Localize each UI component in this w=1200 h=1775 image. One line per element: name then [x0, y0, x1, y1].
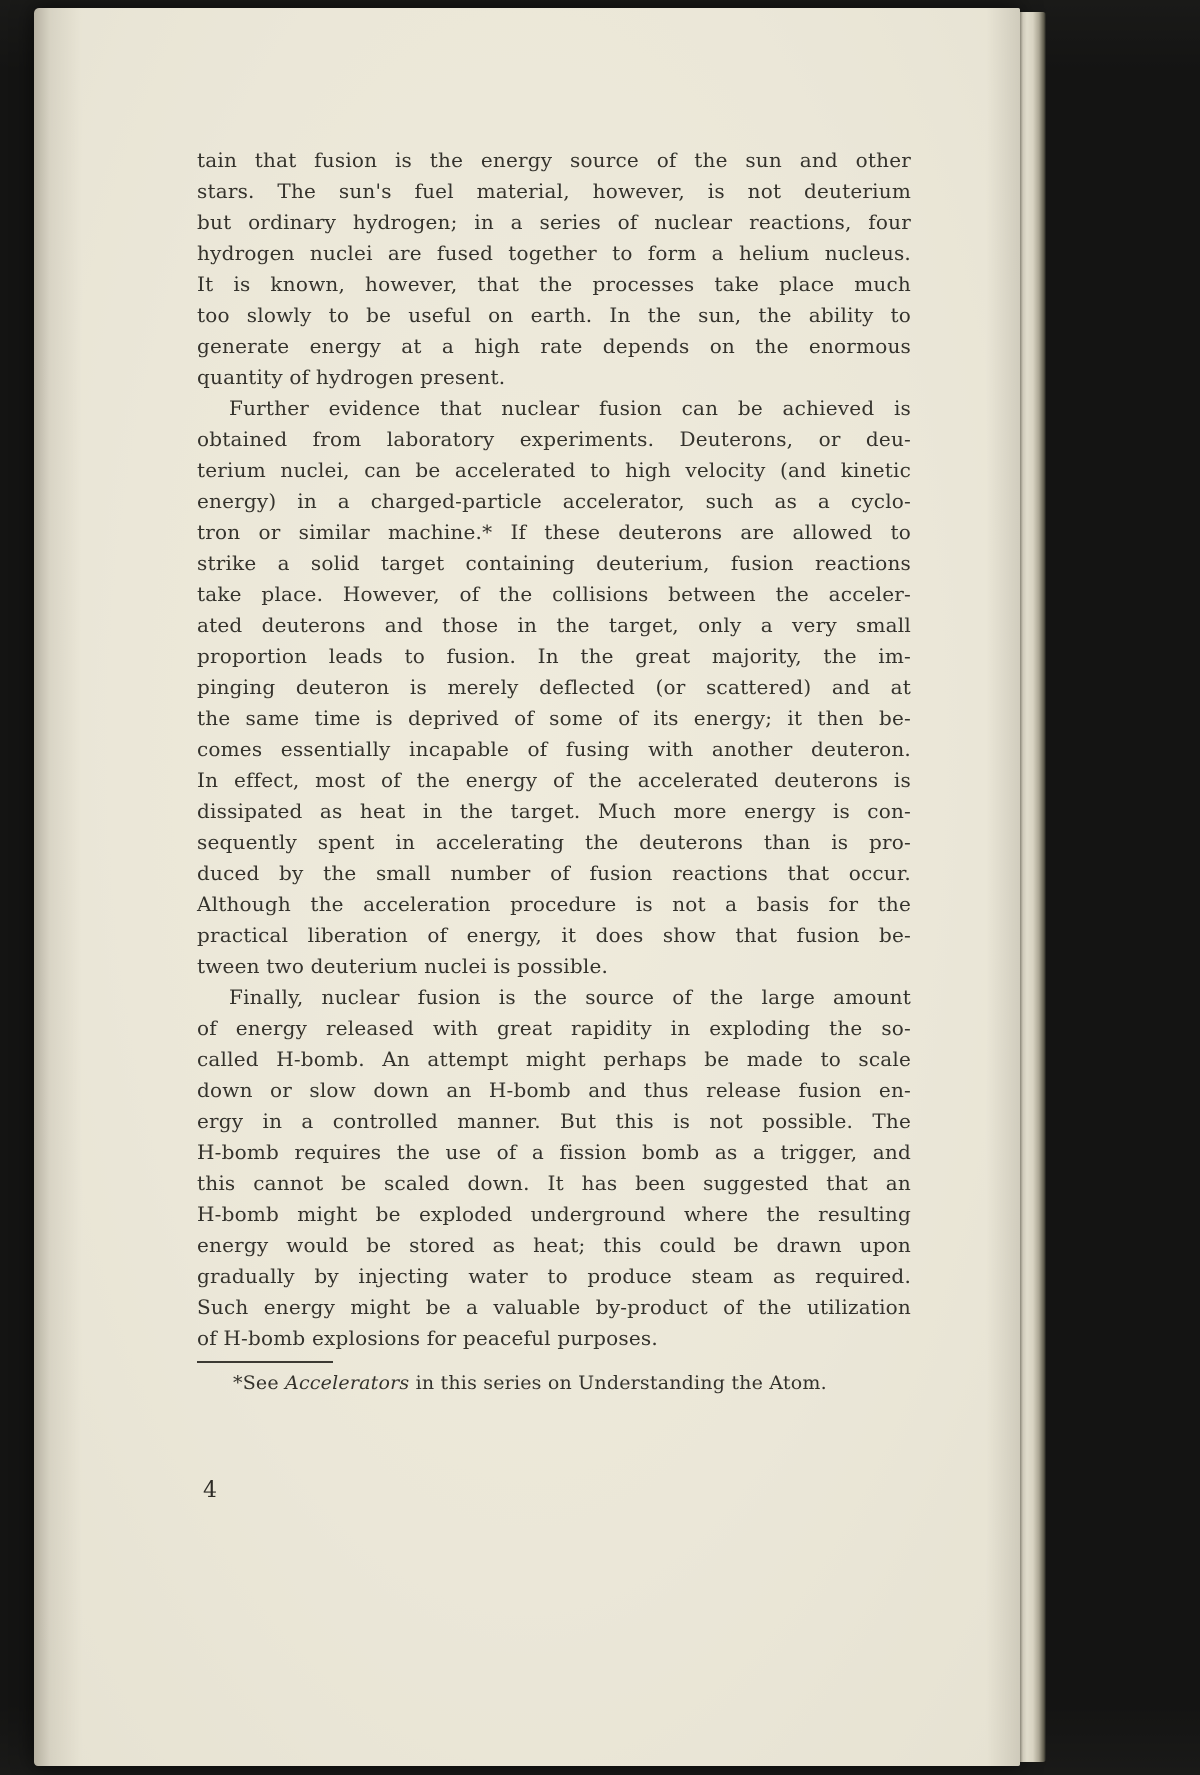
- text-line: energy) in a charged-particle accelerator, such as a cyclo-: [197, 489, 911, 513]
- text-line: of energy released with great rapidity in exploding the so-: [197, 1016, 911, 1040]
- text-line: ergy in a controlled manner. But this is not possible. The: [197, 1109, 911, 1133]
- text-line: ated deuterons and those in the target, only a very small: [197, 613, 911, 637]
- paragraph: [197, 393, 911, 982]
- text-line: strike a solid target containing deuterium, fusion reactions: [197, 551, 911, 575]
- text-line: tween two deuterium nuclei is possible.: [197, 954, 609, 978]
- text-line: the same time is deprived of some of its energy; it then be-: [197, 706, 911, 730]
- text-line: down or slow down an H-bomb and thus release fusion en-: [197, 1078, 911, 1102]
- footnote-series-title: Accelerators: [285, 1372, 410, 1394]
- book-page: [34, 8, 1020, 1766]
- paragraphs-container: [197, 145, 911, 1354]
- text-line: comes essentially incapable of fusing with another deuteron.: [197, 737, 911, 761]
- text-line: take place. However, of the collisions between the acceler-: [197, 582, 911, 606]
- adjacent-page-edge: [1020, 12, 1046, 1762]
- text-line: of H-bomb explosions for peaceful purposes.: [197, 1326, 658, 1350]
- paragraph: [197, 145, 911, 393]
- text-line: hydrogen nuclei are fused together to form a helium nucleus.: [197, 241, 911, 265]
- text-line: sequently spent in accelerating the deuterons than is pro-: [197, 830, 911, 854]
- text-line: H-bomb might be exploded underground where the resulting: [197, 1202, 911, 1226]
- text-line: generate energy at a high rate depends on the enormous: [197, 334, 911, 358]
- text-line: this cannot be scaled down. It has been suggested that an: [197, 1171, 911, 1195]
- text-line: Finally, nuclear fusion is the source of the large amount: [229, 985, 911, 1009]
- text-line: terium nuclei, can be accelerated to high velocity (and kinetic: [197, 458, 911, 482]
- text-line: H-bomb requires the use of a fission bomb as a trigger, and: [197, 1140, 911, 1164]
- text-line: too slowly to be useful on earth. In the sun, the ability to: [197, 303, 911, 327]
- footnote: [197, 1370, 911, 1396]
- text-line: In effect, most of the energy of the accelerated deuterons is: [197, 768, 911, 792]
- text-line: but ordinary hydrogen; in a series of nuclear reactions, four: [197, 210, 911, 234]
- text-line: called H-bomb. An attempt might perhaps be made to scale: [197, 1047, 911, 1071]
- text-line: stars. The sun's fuel material, however, is not deuterium: [197, 179, 911, 203]
- footnote-marker-text: *See: [233, 1372, 286, 1394]
- text-line: obtained from laboratory experiments. Deuterons, or deu-: [197, 427, 911, 451]
- text-line: gradually by injecting water to produce steam as required.: [197, 1264, 911, 1288]
- text-line: proportion leads to fusion. In the great majority, the im-: [197, 644, 911, 668]
- text-line: tain that fusion is the energy source of the sun and other: [197, 148, 911, 172]
- footnote-suffix-text: in this series on Understanding the Atom.: [409, 1372, 827, 1394]
- text-line: quantity of hydrogen present.: [197, 365, 506, 389]
- page-number: 4: [203, 1478, 217, 1503]
- text-line: tron or similar machine.* If these deuterons are allowed to: [197, 520, 911, 544]
- footnote-rule: [197, 1361, 333, 1363]
- text-line: energy would be stored as heat; this could be drawn upon: [197, 1233, 911, 1257]
- page-text-block: [197, 145, 911, 1396]
- text-line: Such energy might be a valuable by-product of the utilization: [197, 1295, 911, 1319]
- paragraph: [197, 982, 911, 1354]
- text-line: pinging deuteron is merely deflected (or scattered) and at: [197, 675, 911, 699]
- text-line: It is known, however, that the processes take place much: [197, 272, 911, 296]
- text-line: duced by the small number of fusion reactions that occur.: [197, 861, 911, 885]
- text-line: dissipated as heat in the target. Much more energy is con-: [197, 799, 911, 823]
- text-line: Although the acceleration procedure is not a basis for the: [197, 892, 911, 916]
- text-line: practical liberation of energy, it does show that fusion be-: [197, 923, 911, 947]
- text-line: Further evidence that nuclear fusion can be achieved is: [229, 396, 911, 420]
